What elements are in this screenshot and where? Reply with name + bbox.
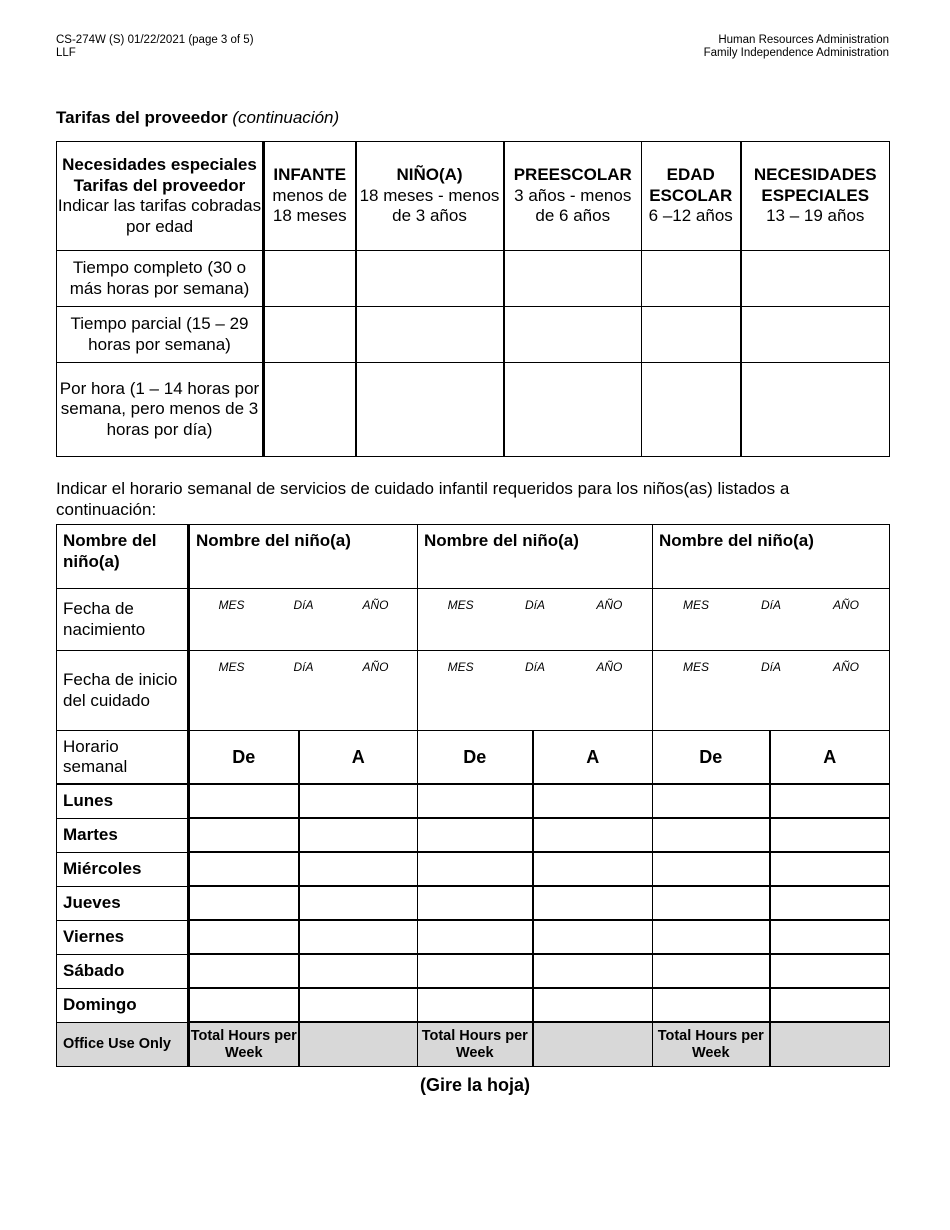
child-1-birth-date[interactable] (189, 589, 418, 651)
year-label: AÑO (362, 660, 389, 674)
from-header: De (418, 731, 533, 785)
day-label: DíA (524, 660, 545, 674)
time-from-field[interactable] (418, 784, 533, 818)
time-from-field[interactable] (418, 818, 533, 852)
year-label: AÑO (596, 598, 623, 612)
time-to-field[interactable] (533, 920, 653, 954)
row-label-hourly: Por hora (1 – 14 horas por semana, pero menos de 3 horas por día) (57, 363, 264, 457)
rate-input-cell[interactable] (741, 307, 890, 363)
row-label-part-time: Tiempo parcial (15 – 29 horas por semana) (57, 307, 264, 363)
time-from-field[interactable] (653, 784, 770, 818)
year-label: AÑO (596, 660, 623, 674)
rate-input-cell[interactable] (642, 251, 741, 307)
time-to-field[interactable] (533, 988, 653, 1022)
rate-input-cell[interactable] (504, 251, 642, 307)
time-to-field[interactable] (770, 920, 890, 954)
turn-page-note: (Gire la hoja) (419, 1075, 531, 1095)
time-to-field[interactable] (533, 954, 653, 988)
col-header-preschool (504, 142, 642, 251)
time-from-field[interactable] (418, 988, 533, 1022)
rate-input-cell[interactable] (356, 251, 504, 307)
rate-input-cell[interactable] (356, 307, 504, 363)
col-title: EDAD ESCOLAR (649, 165, 733, 205)
form-id: CS-274W (S) 01/22/2021 (page 3 of 5) (56, 34, 254, 46)
col-header-toddler (356, 142, 504, 251)
birth-date-label: Fecha de nacimiento (57, 589, 189, 651)
time-from-field[interactable] (189, 988, 299, 1022)
section-title-continued: (continuación) (232, 108, 340, 127)
rate-input-cell[interactable] (741, 363, 890, 457)
time-to-field[interactable] (299, 954, 418, 988)
day-label: DíA (760, 660, 781, 674)
month-label: MES (682, 660, 709, 674)
time-to-field[interactable] (533, 818, 653, 852)
time-to-field[interactable] (770, 818, 890, 852)
rate-input-cell[interactable] (504, 363, 642, 457)
child-3-name-field[interactable]: Nombre del niño(a) (653, 525, 890, 589)
rate-input-cell[interactable] (642, 307, 741, 363)
col-header-school-age (642, 142, 741, 251)
time-to-field[interactable] (770, 954, 890, 988)
office-use-only-label: Office Use Only (57, 1022, 189, 1067)
total-hours-field[interactable] (770, 1022, 890, 1067)
year-label: AÑO (362, 598, 389, 612)
rate-input-cell[interactable] (741, 251, 890, 307)
time-to-field[interactable] (299, 818, 418, 852)
day-label-thursday: Jueves (57, 886, 189, 920)
time-from-field[interactable] (653, 920, 770, 954)
time-to-field[interactable] (299, 784, 418, 818)
from-header: De (189, 731, 299, 785)
time-from-field[interactable] (653, 886, 770, 920)
day-label-wednesday: Miércoles (57, 852, 189, 886)
child-name-label: Nombre del niño(a) (57, 525, 189, 589)
month-label: MES (447, 660, 474, 674)
time-from-field[interactable] (189, 886, 299, 920)
total-hours-label: Total Hours per Week (189, 1022, 299, 1067)
col-sub: menos de 18 meses (272, 185, 348, 226)
start-date-label: Fecha de inicio del cuidado (57, 651, 189, 731)
child-1-start-date[interactable] (189, 651, 418, 731)
year-label: AÑO (832, 660, 859, 674)
time-from-field[interactable] (653, 818, 770, 852)
time-from-field[interactable] (653, 988, 770, 1022)
month-label: MES (218, 598, 245, 612)
form-header-right (704, 34, 889, 60)
day-label: DíA (760, 598, 781, 612)
child-3-birth-date[interactable] (653, 589, 890, 651)
division-name: Family Independence Administration (703, 47, 889, 59)
section-title (56, 108, 339, 128)
year-label: AÑO (832, 598, 859, 612)
time-to-field[interactable] (770, 988, 890, 1022)
rate-input-cell[interactable] (264, 307, 356, 363)
time-from-field[interactable] (418, 886, 533, 920)
rates-corner-header (57, 142, 264, 251)
day-label-friday: Viernes (57, 920, 189, 954)
day-label: DíA (293, 660, 314, 674)
col-title: INFANTE (273, 165, 347, 185)
time-from-field[interactable] (189, 818, 299, 852)
month-label: MES (447, 598, 474, 612)
child-2-name-field[interactable]: Nombre del niño(a) (418, 525, 653, 589)
rate-input-cell[interactable] (264, 251, 356, 307)
total-hours-field[interactable] (299, 1022, 418, 1067)
rate-input-cell[interactable] (264, 363, 356, 457)
day-label-tuesday: Martes (57, 818, 189, 852)
rate-input-cell[interactable] (504, 307, 642, 363)
col-title: PREESCOLAR (513, 165, 632, 185)
col-header-infant (264, 142, 356, 251)
month-label: MES (218, 660, 245, 674)
weekly-schedule-label: Horario semanal (57, 731, 189, 785)
col-header-special-needs (741, 142, 890, 251)
time-from-field[interactable] (189, 954, 299, 988)
child-3-start-date[interactable] (653, 651, 890, 731)
total-hours-field[interactable] (533, 1022, 653, 1067)
rate-input-cell[interactable] (356, 363, 504, 457)
child-2-birth-date[interactable] (418, 589, 653, 651)
time-to-field[interactable] (299, 852, 418, 886)
col-sub: 6 –12 años (648, 206, 733, 226)
time-to-field[interactable] (299, 920, 418, 954)
form-header-left (56, 34, 254, 60)
col-sub: 3 años - menos de 6 años (514, 185, 632, 226)
to-header: A (299, 731, 418, 785)
agency-name: Human Resources Administration (718, 34, 889, 46)
time-from-field[interactable] (189, 784, 299, 818)
section-title-main: Tarifas del proveedor (56, 108, 228, 127)
month-label: MES (682, 598, 709, 612)
time-from-field[interactable] (418, 920, 533, 954)
time-from-field[interactable] (418, 954, 533, 988)
time-to-field[interactable] (299, 988, 418, 1022)
col-sub: 13 – 19 años (766, 206, 865, 226)
col-sub: 18 meses - menos de 3 años (359, 185, 500, 226)
time-to-field[interactable] (770, 852, 890, 886)
weekly-schedule-table (56, 524, 890, 1067)
time-from-field[interactable] (418, 852, 533, 886)
time-to-field[interactable] (770, 886, 890, 920)
day-label: DíA (293, 598, 314, 612)
corner-line3: Indicar las tarifas cobradas por edad (57, 196, 262, 236)
time-to-field[interactable] (533, 886, 653, 920)
time-from-field[interactable] (653, 852, 770, 886)
time-to-field[interactable] (770, 784, 890, 818)
form-code: LLF (56, 47, 76, 59)
day-label-sunday: Domingo (57, 988, 189, 1022)
from-header: De (653, 731, 770, 785)
col-title: NIÑO(A) (396, 165, 463, 185)
total-hours-label: Total Hours per Week (653, 1022, 770, 1067)
to-header: A (533, 731, 653, 785)
time-to-field[interactable] (299, 886, 418, 920)
time-from-field[interactable] (189, 852, 299, 886)
row-label-full-time: Tiempo completo (30 o más horas por semana) (57, 251, 264, 307)
col-title: NECESIDADES ESPECIALES (753, 165, 877, 205)
schedule-instructions: Indicar el horario semanal de servicios de cuidado infantil requeridos para los niños(as) listados a continuación: (56, 479, 790, 519)
child-1-name-field[interactable]: Nombre del niño(a) (189, 525, 418, 589)
time-from-field[interactable] (653, 954, 770, 988)
corner-line2: Tarifas del proveedor (73, 175, 246, 195)
time-from-field[interactable] (189, 920, 299, 954)
corner-line1: Necesidades especiales (62, 155, 257, 174)
day-label-monday: Lunes (57, 784, 189, 818)
rate-input-cell[interactable] (642, 363, 741, 457)
to-header: A (770, 731, 890, 785)
day-label: DíA (524, 598, 545, 612)
total-hours-label: Total Hours per Week (418, 1022, 533, 1067)
child-2-start-date[interactable] (418, 651, 653, 731)
time-to-field[interactable] (533, 784, 653, 818)
provider-rates-table (56, 141, 890, 457)
day-label-saturday: Sábado (57, 954, 189, 988)
time-to-field[interactable] (533, 852, 653, 886)
